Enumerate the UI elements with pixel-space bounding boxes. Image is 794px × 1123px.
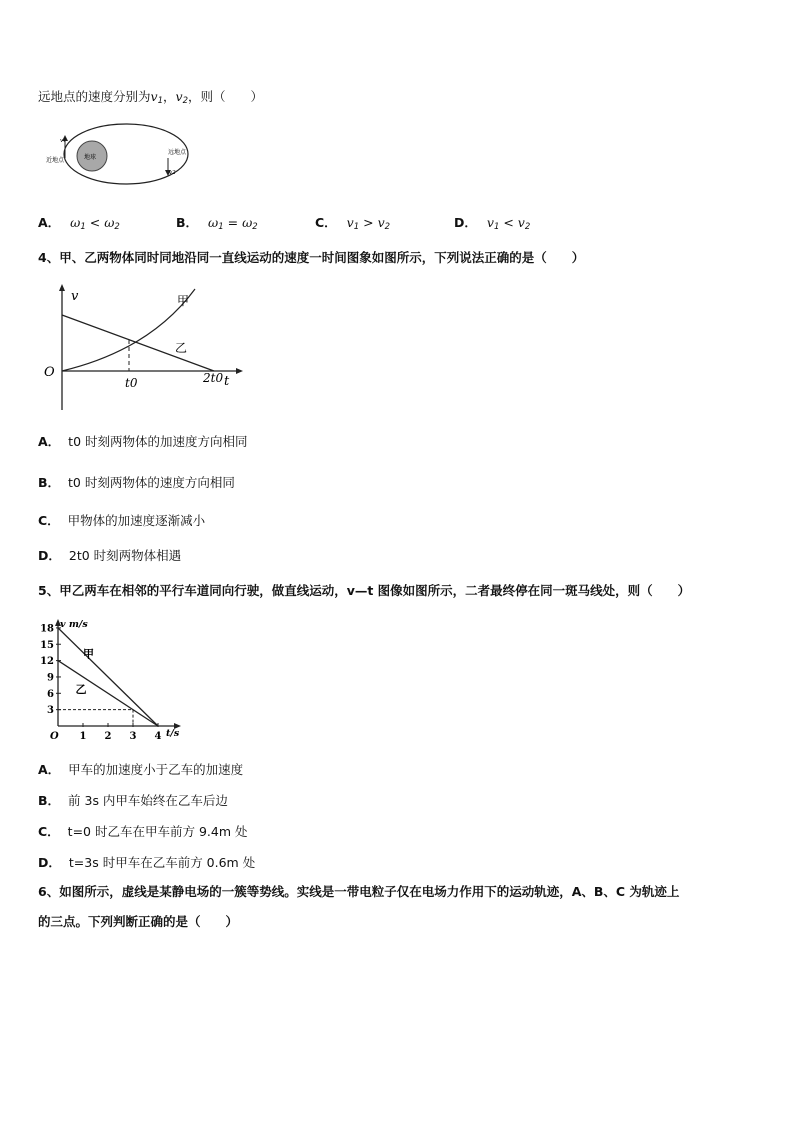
- q5-x-tick-label: 1: [79, 731, 87, 742]
- q5-x-tick-label: 2: [104, 731, 112, 742]
- q5-stem: 5、甲乙两车在相邻的平行车道同向行驶，做直线运动，v—t 图像如图所示，二者最终停在同一斑马线处，则（ ）: [38, 583, 691, 598]
- far-point-label: 远地点: [168, 149, 187, 156]
- v2-label: v2: [169, 170, 176, 176]
- q4-option-c[interactable]: C． 甲物体的加速度逐渐减小: [38, 513, 206, 528]
- q5-y-tick-label: 6: [47, 688, 54, 700]
- q5-option-c[interactable]: C． t=0 时乙车在甲车前方 9.4m 处: [38, 824, 248, 839]
- q5-x-axis-label: t/s: [166, 728, 180, 739]
- q4-t0-label: t0: [125, 376, 138, 390]
- near-point-label: 近地点: [46, 157, 65, 164]
- q6-stem-line2: 的三点。下列判断正确的是（ ）: [38, 914, 239, 929]
- q4-option-a[interactable]: A． t0 时刻两物体的加速度方向相同: [38, 434, 248, 449]
- q4-2t0-label: 2t0: [203, 371, 224, 385]
- q5-y-tick-label: 3: [47, 705, 54, 717]
- q6-stem-line1: 6、如图所示，虚线是某静电场的一簇等势线。实线是一带电粒子仅在电场力作用下的运动轨迹，A、B、C 为轨迹上: [38, 884, 680, 899]
- q5-y-axis-label: v m/s: [60, 619, 88, 630]
- jia-curve: [62, 289, 195, 371]
- q5-vt-chart: [38, 614, 188, 742]
- q5-x-tick-label: 4: [154, 731, 162, 742]
- q4-option-b[interactable]: B． t0 时刻两物体的速度方向相同: [38, 475, 235, 490]
- q4-jia-label: 甲: [177, 294, 190, 308]
- q4-vt-graph: [40, 282, 250, 414]
- q5-series-label-yi: 乙: [75, 682, 87, 696]
- q5-origin-label: O: [50, 731, 59, 742]
- q5-option-a[interactable]: A． 甲车的加速度小于乙车的加速度: [38, 762, 244, 777]
- yi-line: [62, 315, 214, 371]
- q5-series-line-jia: [58, 628, 158, 726]
- q5-y-tick-label: 15: [40, 639, 54, 651]
- q5-option-b[interactable]: B． 前 3s 内甲车始终在乙车后边: [38, 793, 228, 808]
- q5-option-d[interactable]: D． t=3s 时甲车在乙车前方 0.6m 处: [38, 855, 256, 870]
- q5-series-line-yi: [58, 661, 158, 726]
- q5-series-label-jia: 甲: [83, 647, 94, 661]
- earth-label: 地球: [84, 154, 97, 161]
- q4-stem: 4、甲、乙两物体同时同地沿同一直线运动的速度一时间图象如图所示，下列说法正确的是（ ）: [38, 250, 585, 265]
- q5-x-tick-label: 3: [129, 731, 137, 742]
- v1-label: v1: [60, 138, 67, 144]
- q3-option-b[interactable]: B． $\omega_1 = \omega_2$: [176, 215, 258, 232]
- q5-y-tick-label: 18: [40, 623, 54, 635]
- q3-option-c[interactable]: C． $v_1 > v_2$: [315, 215, 391, 232]
- q5-y-tick-label: 12: [40, 656, 54, 668]
- q4-origin-label: O: [44, 365, 55, 380]
- q5-y-tick-label: 9: [47, 672, 54, 684]
- q4-y-axis-label: v: [71, 289, 79, 304]
- q3-option-d[interactable]: D． $v_1 < v_2$: [454, 215, 531, 232]
- q3-stem-tail: 远地点的速度分别为$v_1$，$v_2$，则（ ）: [38, 89, 264, 106]
- q4-option-d[interactable]: D． 2t0 时刻两物体相遇: [38, 548, 182, 563]
- q4-x-axis-label: t: [224, 374, 230, 389]
- q3-option-a[interactable]: A． $\omega_1 < \omega_2$: [38, 215, 120, 232]
- q4-yi-label: 乙: [175, 341, 188, 355]
- q3-orbit-figure: [44, 118, 194, 190]
